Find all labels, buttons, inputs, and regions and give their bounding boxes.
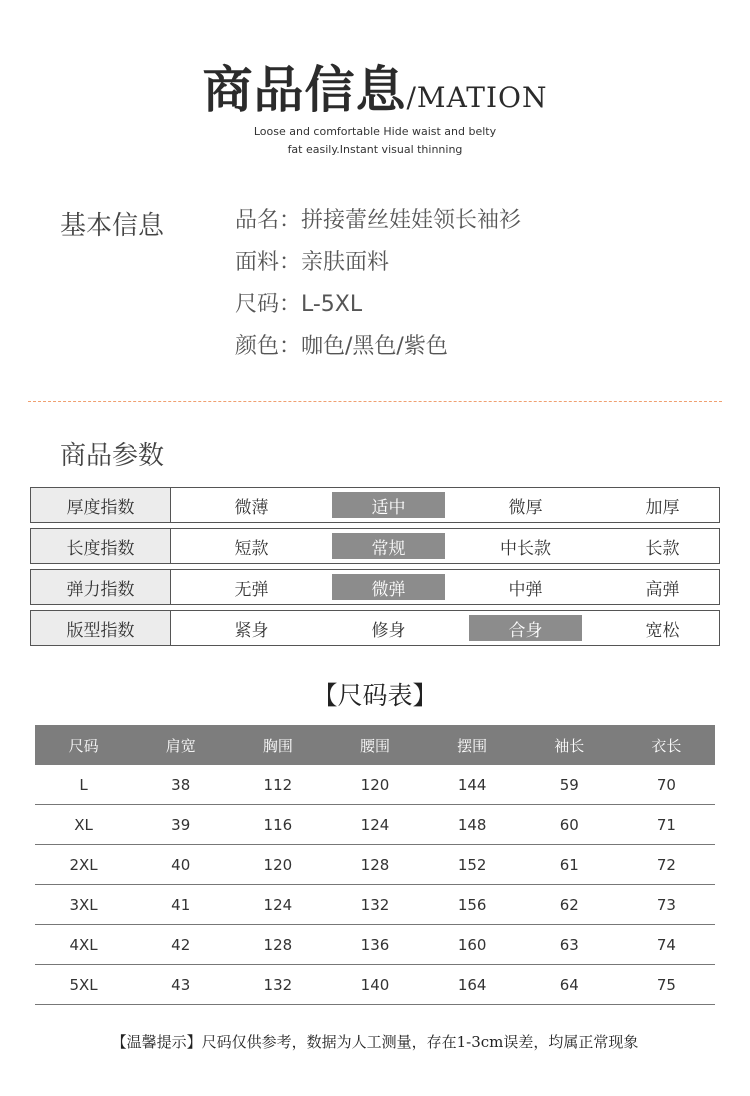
size-header-cell: 摆围 bbox=[424, 725, 521, 765]
param-label: 长度指数 bbox=[31, 529, 171, 563]
size-chart-header-row bbox=[35, 725, 715, 765]
size-cell: 160 bbox=[424, 925, 521, 965]
size-cell: 144 bbox=[424, 765, 521, 805]
size-cell: 132 bbox=[229, 965, 326, 1005]
table-row bbox=[35, 765, 715, 805]
param-option: 微薄 bbox=[234, 497, 269, 518]
param-option: 紧身 bbox=[234, 620, 269, 641]
size-cell: 38 bbox=[132, 765, 229, 805]
size-cell: 132 bbox=[326, 885, 423, 925]
param-option: 加厚 bbox=[645, 497, 680, 518]
size-cell: 70 bbox=[618, 765, 715, 805]
size-header-cell: 袖长 bbox=[521, 725, 618, 765]
size-cell: 60 bbox=[521, 805, 618, 845]
size-header-cell: 尺码 bbox=[35, 725, 132, 765]
size-cell: 124 bbox=[326, 805, 423, 845]
size-cell: 112 bbox=[229, 765, 326, 805]
basic-info-fabric: 面料：亲肤面料 bbox=[235, 250, 390, 275]
size-cell: 156 bbox=[424, 885, 521, 925]
params-heading: 商品参数 bbox=[60, 441, 165, 471]
size-cell: 116 bbox=[229, 805, 326, 845]
size-cell: 3XL bbox=[35, 885, 132, 925]
size-cell: 120 bbox=[326, 765, 423, 805]
param-option-selected: 微弹 bbox=[332, 574, 445, 600]
size-cell: 73 bbox=[618, 885, 715, 925]
param-row-elasticity bbox=[30, 569, 720, 605]
size-header-cell: 衣长 bbox=[618, 725, 715, 765]
size-cell: 39 bbox=[132, 805, 229, 845]
size-cell: 42 bbox=[132, 925, 229, 965]
size-cell: 59 bbox=[521, 765, 618, 805]
size-cell: 140 bbox=[326, 965, 423, 1005]
table-row bbox=[35, 885, 715, 925]
basic-info-heading: 基本信息 bbox=[60, 211, 165, 241]
table-row bbox=[35, 805, 715, 845]
basic-info-name: 品名：拼接蕾丝娃娃领长袖衫 bbox=[235, 208, 522, 233]
size-header-cell: 腰围 bbox=[326, 725, 423, 765]
size-cell: 128 bbox=[229, 925, 326, 965]
table-row bbox=[35, 845, 715, 885]
size-cell: 75 bbox=[618, 965, 715, 1005]
size-header-cell: 肩宽 bbox=[132, 725, 229, 765]
param-row-thickness bbox=[30, 487, 720, 523]
table-row bbox=[35, 925, 715, 965]
size-cell: 120 bbox=[229, 845, 326, 885]
param-option: 高弹 bbox=[645, 579, 680, 600]
param-option-selected: 常规 bbox=[332, 533, 445, 559]
param-row-fit bbox=[30, 610, 720, 646]
size-cell: 164 bbox=[424, 965, 521, 1005]
section-divider bbox=[28, 401, 722, 402]
size-cell: 62 bbox=[521, 885, 618, 925]
size-cell: 71 bbox=[618, 805, 715, 845]
subtitle-line-1: Loose and comfortable Hide waist and belty bbox=[253, 125, 497, 138]
size-chart-heading: 【尺码表】 bbox=[312, 681, 438, 710]
subtitle-line-2: fat easily.Instant visual thinning bbox=[287, 143, 463, 156]
size-cell: 40 bbox=[132, 845, 229, 885]
param-option: 中长款 bbox=[500, 538, 551, 559]
param-label: 厚度指数 bbox=[31, 488, 171, 522]
param-option: 中弹 bbox=[508, 579, 543, 600]
param-option: 无弹 bbox=[234, 579, 269, 600]
size-chart-table bbox=[35, 725, 715, 1005]
param-row-length bbox=[30, 528, 720, 564]
param-option: 微厚 bbox=[508, 497, 543, 518]
page-title bbox=[203, 50, 548, 122]
basic-info-list bbox=[235, 202, 521, 370]
size-cell: 4XL bbox=[35, 925, 132, 965]
size-cell: 43 bbox=[132, 965, 229, 1005]
basic-info-color: 颜色：咖色/黑色/紫色 bbox=[235, 334, 448, 359]
size-cell: 41 bbox=[132, 885, 229, 925]
page-title-en: /MATION bbox=[406, 81, 548, 114]
page-header bbox=[0, 50, 750, 122]
size-cell: 148 bbox=[424, 805, 521, 845]
param-label: 弹力指数 bbox=[31, 570, 171, 604]
size-cell: 61 bbox=[521, 845, 618, 885]
table-row bbox=[35, 965, 715, 1005]
size-cell: 2XL bbox=[35, 845, 132, 885]
size-header-cell: 胸围 bbox=[229, 725, 326, 765]
basic-info-size: 尺码：L-5XL bbox=[235, 292, 363, 317]
size-cell: 74 bbox=[618, 925, 715, 965]
size-cell: 63 bbox=[521, 925, 618, 965]
size-cell: 72 bbox=[618, 845, 715, 885]
param-option-selected: 合身 bbox=[469, 615, 582, 641]
param-label: 版型指数 bbox=[31, 611, 171, 645]
param-option: 宽松 bbox=[645, 620, 680, 641]
size-cell: 152 bbox=[424, 845, 521, 885]
size-cell: 136 bbox=[326, 925, 423, 965]
size-cell: L bbox=[35, 765, 132, 805]
size-cell: 128 bbox=[326, 845, 423, 885]
size-tip-note: 【温馨提示】尺码仅供参考，数据为人工测量，存在1-3cm误差，均属正常现象 bbox=[111, 1033, 639, 1051]
size-cell: 124 bbox=[229, 885, 326, 925]
params-table bbox=[30, 487, 720, 651]
param-option-selected: 适中 bbox=[332, 492, 445, 518]
param-option: 修身 bbox=[371, 620, 406, 641]
page-title-cn: 商品信息 bbox=[202, 61, 407, 119]
size-cell: 5XL bbox=[35, 965, 132, 1005]
size-cell: 64 bbox=[521, 965, 618, 1005]
param-option: 长款 bbox=[645, 538, 680, 559]
param-option: 短款 bbox=[234, 538, 269, 559]
size-cell: XL bbox=[35, 805, 132, 845]
